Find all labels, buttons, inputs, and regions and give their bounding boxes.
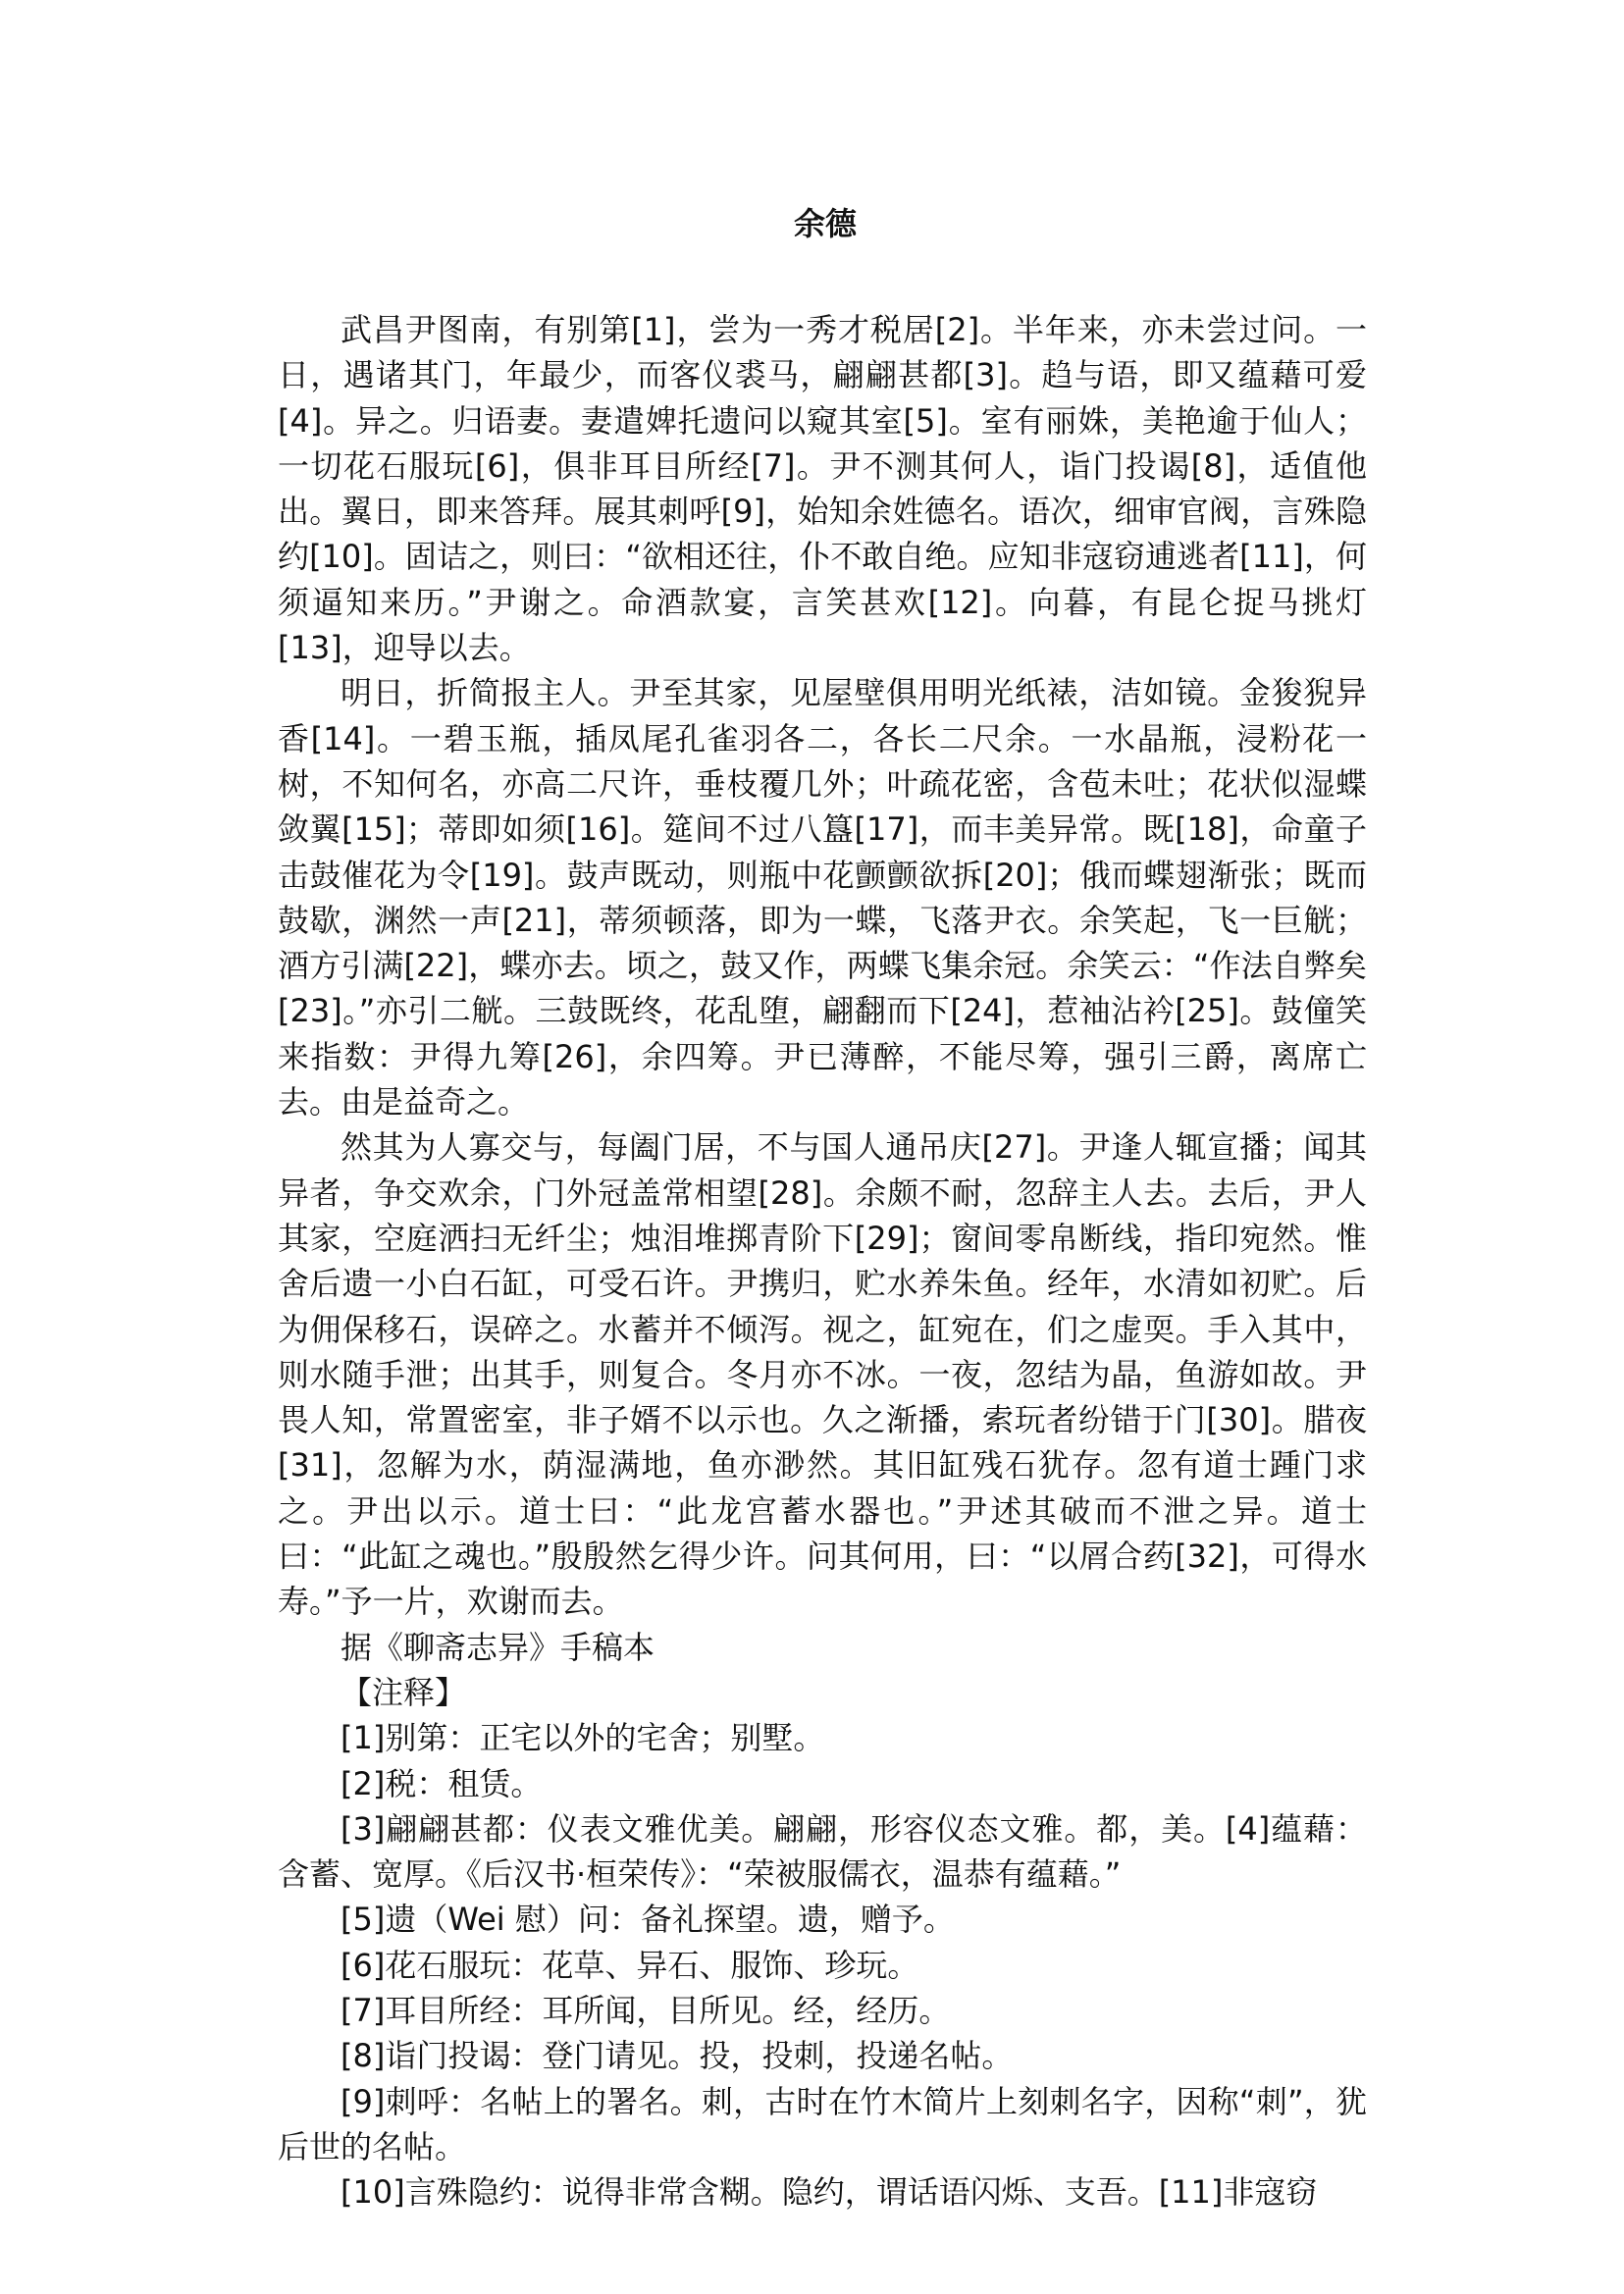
note-item-2: [2]税：租赁。	[341, 1764, 543, 1802]
body-paragraph-1: 武昌尹图南，有别第[1]，尝为一秀才税居[2]。半年来，亦未尝过问。一日，遇诸其门，年最少，而客仪裘马，翩翩甚都[3]。趋与语，即又蕴藉可爱[4]。异之。归语妻。妻遣婢托遗问以窥其室[5]。室有丽姝，美艳逾于仙人；一切花石服玩[6]，俱非耳目所经[7]。尹不测其何人，诣门投谒[8]，适值他出。翼日，即来答拜。展其刺呼[9]，始知余姓德名。语次，细审官阀，言殊隐约[10]。固诘之，则曰：“欲相还往，仆不敢自绝。应知非寇窃逋逃者[11]，何须逼知来历。”尹谢之。命酒款宴，言笑甚欢[12]。向暮，有昆仑捉马挑灯[13]，迎导以去。	[278, 311, 1367, 667]
page-title: 余德	[793, 205, 857, 242]
note-item-1: [1]别第：正宅以外的宅舍；别墅。	[341, 1719, 825, 1757]
note-item-5: [5]遗（Wei 慰）问：备礼探望。遗，赠予。	[341, 1901, 955, 1939]
source-line: 据《聊斋志异》手稿本	[341, 1628, 655, 1666]
document-page	[278, 201, 1367, 2215]
note-item-3: [3]翩翩甚都：仪表文雅优美。翩翩，形容仪态文雅。都，美。[4]蕴藉：含蓄、宽厚。《后汉书·桓荣传》：“荣被服儒衣，温恭有蕴藉。”	[278, 1809, 1367, 1894]
note-item-8: [8]诣门投谒：登门请见。投，投刺，投递名帖。	[341, 2037, 1014, 2075]
body-paragraph-2: 明日，折简报主人。尹至其家，见屋壁俱用明光纸裱，洁如镜。金狻猊异香[14]。一碧玉瓶，插凤尾孔雀羽各二，各长二尺余。一水晶瓶，浸粉花一树，不知何名，亦高二尺许，垂枝覆几外；叶疏花密，含苞未吐；花状似湿蝶敛翼[15]；蒂即如须[16]。筵间不过八簋[17]，而丰美异常。既[18]，命童子击鼓催花为令[19]。鼓声既动，则瓶中花颤颤欲拆[20]；俄而蝶翅渐张；既而鼓歇，渊然一声[21]，蒂须顿落，即为一蝶，飞落尹衣。余笑起，飞一巨觥；酒方引满[22]，蝶亦去。顷之，鼓又作，两蝶飞集余冠。余笑云：“作法自弊矣[23]。”亦引二觥。三鼓既终，花乱堕，翩翻而下[24]，惹袖沾衿[25]。鼓僮笑来指数：尹得九筹[26]，余四筹。尹已薄醉，不能尽筹，强引三爵，离席亡去。由是益奇之。	[278, 674, 1367, 1121]
note-item-9: [9]刺呼：名帖上的署名。刺，古时在竹木简片上刻刺名字，因称“刺”，犹后世的名帖。	[278, 2082, 1367, 2165]
note-item-10: [10]言殊隐约：说得非常含糊。隐约，谓话语闪烁、支吾。[11]非寇窃	[341, 2173, 1318, 2212]
note-item-7: [7]耳目所经：耳所闻，目所见。经，经历。	[341, 1991, 951, 2029]
notes-heading: 【注释】	[341, 1673, 467, 1711]
note-item-6: [6]花石服玩：花草、异石、服饰、珍玩。	[341, 1946, 919, 1984]
body-paragraph-3: 然其为人寡交与，每阖门居，不与国人通吊庆[27]。尹逢人辄宣播；闻其异者，争交欢余，门外冠盖常相望[28]。余颇不耐，忽辞主人去。去后，尹人其家，空庭洒扫无纤尘；烛泪堆掷青阶下[29]；窗间零帛断线，指印宛然。惟舍后遗一小白石缸，可受石许。尹携归，贮水养朱鱼。经年，水清如初贮。后为佣保移石，误碎之。水蓄并不倾泻。视之，缸宛在，们之虚耎。手入其中，则水随手泄；出其手，则复合。冬月亦不冰。一夜，忽结为晶，鱼游如故。尹畏人知，常置密室，非子婿不以示也。久之渐播，索玩者纷错于门[30]。腊夜[31]，忽解为水，荫湿满地，鱼亦渺然。其旧缸残石犹存。忽有道士踵门求之。尹出以示。道士曰：“此龙宫蓄水器也。”尹述其破而不泄之异。道士曰：“此缸之魂也。”殷殷然乞得少许。问其何用，曰：“以屑合药[32]，可得水寿。”予一片，欢谢而去。	[278, 1128, 1367, 1621]
